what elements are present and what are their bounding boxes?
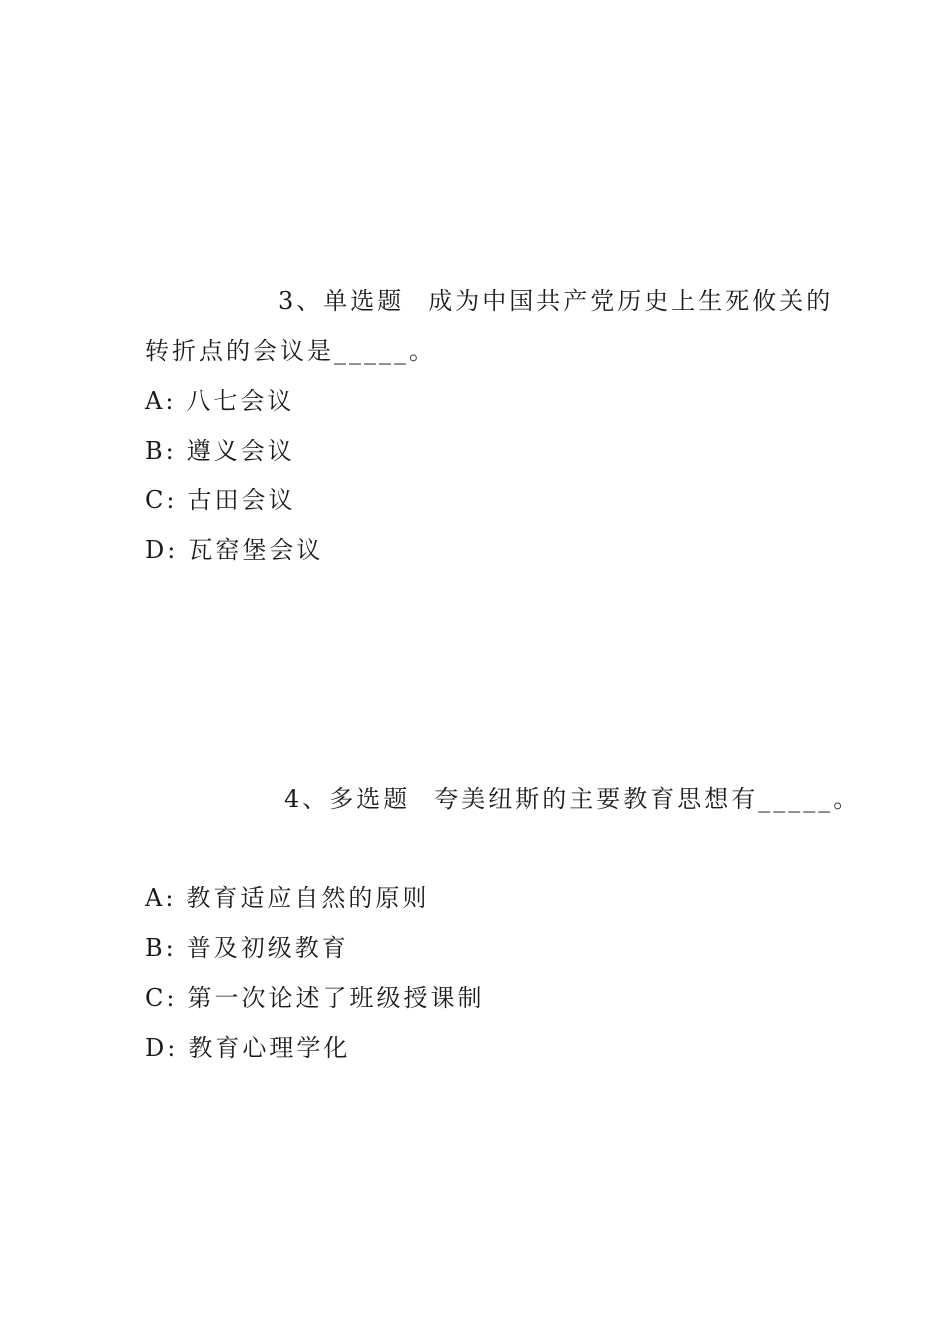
option-letter: D: [145, 536, 179, 564]
option-text: 教育心理学化 [188, 1034, 351, 1062]
question-4-header: 4、多选题 [284, 785, 411, 813]
option-text: 教育适应自然的原则 [186, 884, 430, 912]
question-4-stem-line1 [284, 784, 860, 814]
question-3-header: 3、单选题 [278, 287, 405, 315]
question-3-option-d [145, 535, 323, 565]
option-letter: B: [145, 437, 177, 465]
question-3-option-b [145, 436, 295, 466]
question-4-option-c [145, 983, 484, 1013]
question-3-option-a [145, 386, 294, 416]
question-4-option-d [145, 1033, 350, 1063]
question-3-stem-line2: 转折点的会议是_____。 [145, 337, 436, 365]
option-text: 第一次论述了班级授课制 [187, 984, 485, 1012]
option-letter: C: [145, 984, 178, 1012]
option-text: 瓦窑堡会议 [188, 536, 324, 564]
question-4-option-a [145, 883, 429, 913]
option-text: 古田会议 [187, 486, 296, 514]
option-letter: B: [145, 934, 177, 962]
question-4-option-b [145, 933, 349, 963]
option-text: 遵义会议 [186, 437, 295, 465]
question-3-text: 成为中国共产党历史上生死攸关的 [428, 287, 834, 315]
option-letter: C: [145, 486, 178, 514]
option-text: 普及初级教育 [186, 934, 349, 962]
option-text: 八七会议 [186, 387, 295, 415]
question-3-option-c [145, 485, 295, 515]
option-letter: D: [145, 1034, 179, 1062]
option-letter: A: [145, 884, 177, 912]
option-letter: A: [145, 387, 177, 415]
question-4-text: 夸美纽斯的主要教育思想有_____。 [434, 785, 861, 813]
question-3-stem-line1 [278, 286, 833, 316]
